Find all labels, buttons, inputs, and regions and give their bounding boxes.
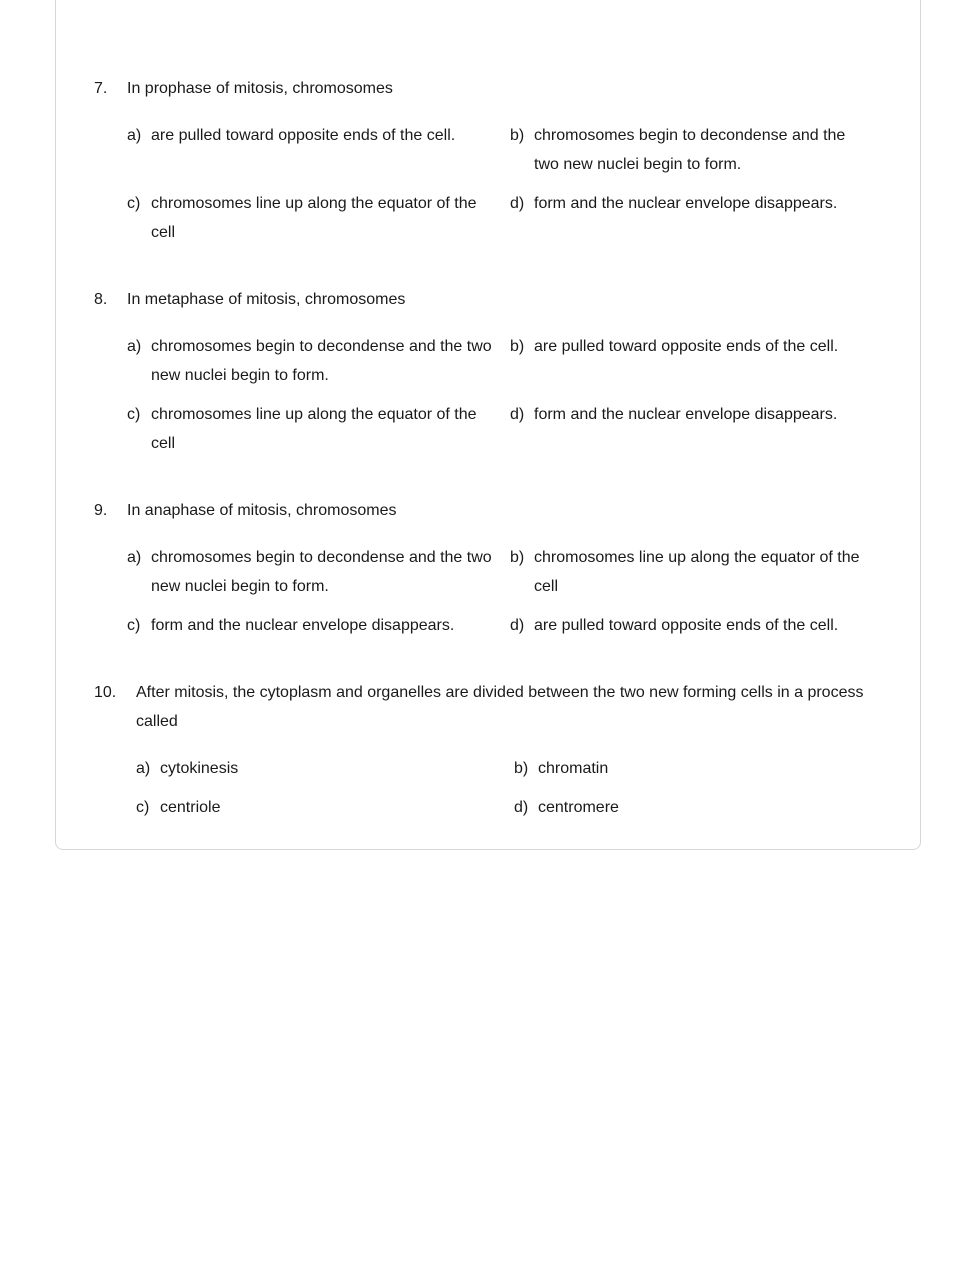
option-text: are pulled toward opposite ends of the cell. [534, 338, 839, 355]
option-d[interactable] [514, 793, 854, 822]
option-letter: d) [510, 195, 525, 212]
question-text: In metaphase of mitosis, chromosomes [127, 291, 406, 308]
question-text: After mitosis, the cytoplasm and organelles are divided between the two new forming cells in a process called [136, 684, 864, 730]
option-a[interactable] [127, 543, 492, 601]
option-c[interactable] [127, 189, 492, 247]
option-b[interactable] [514, 754, 854, 783]
option-text: chromosomes line up along the equator of the cell [534, 549, 860, 595]
option-text: are pulled toward opposite ends of the cell. [151, 127, 456, 144]
question-10 [94, 678, 887, 736]
option-text: are pulled toward opposite ends of the cell. [534, 617, 839, 634]
question-number: 8. [94, 291, 108, 308]
option-b[interactable] [510, 121, 855, 179]
option-letter: d) [510, 617, 525, 634]
option-text: form and the nuclear envelope disappears. [534, 406, 838, 423]
option-text: chromosomes begin to decondense and the two new nuclei begin to form. [534, 127, 846, 173]
option-b[interactable] [510, 332, 855, 361]
option-text: chromosomes begin to decondense and the two new nuclei begin to form. [151, 338, 492, 384]
option-text: centriole [160, 799, 221, 816]
option-d[interactable] [510, 400, 855, 429]
option-b[interactable] [510, 543, 860, 601]
option-letter: d) [514, 799, 529, 816]
option-letter: c) [136, 799, 150, 816]
question-text: In prophase of mitosis, chromosomes [127, 80, 393, 97]
option-d[interactable] [510, 611, 860, 640]
question-number: 9. [94, 502, 108, 519]
option-c[interactable] [127, 400, 492, 458]
option-text: centromere [538, 799, 619, 816]
option-text: chromosomes line up along the equator of the cell [151, 195, 477, 241]
option-text: chromosomes line up along the equator of the cell [151, 406, 477, 452]
option-letter: c) [127, 195, 141, 212]
option-c[interactable] [136, 793, 496, 822]
option-letter: b) [514, 760, 529, 777]
option-d[interactable] [510, 189, 855, 218]
option-text: cytokinesis [160, 760, 239, 777]
option-letter: a) [127, 549, 142, 566]
option-letter: a) [127, 127, 142, 144]
option-c[interactable] [127, 611, 492, 640]
question-text: In anaphase of mitosis, chromosomes [127, 502, 397, 519]
option-a[interactable] [136, 754, 496, 783]
option-letter: b) [510, 549, 525, 566]
option-letter: d) [510, 406, 525, 423]
question-number: 7. [94, 80, 108, 97]
option-text: chromatin [538, 760, 609, 777]
option-letter: b) [510, 127, 525, 144]
question-number: 10. [94, 684, 117, 701]
option-letter: c) [127, 406, 141, 423]
option-a[interactable] [127, 121, 492, 150]
option-text: chromosomes begin to decondense and the two new nuclei begin to form. [151, 549, 492, 595]
option-letter: b) [510, 338, 525, 355]
option-a[interactable] [127, 332, 492, 390]
option-letter: c) [127, 617, 141, 634]
option-text: form and the nuclear envelope disappears. [534, 195, 838, 212]
option-text: form and the nuclear envelope disappears. [151, 617, 455, 634]
option-letter: a) [136, 760, 151, 777]
option-letter: a) [127, 338, 142, 355]
